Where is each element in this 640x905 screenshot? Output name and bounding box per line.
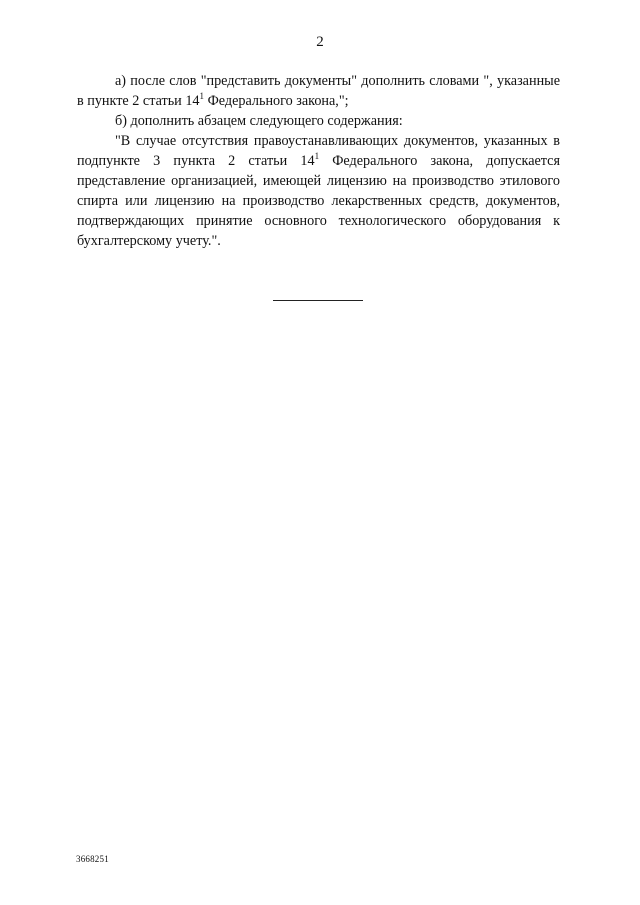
paragraph-a — [77, 71, 560, 111]
paragraph-a-text: а) после слов "представить документы" дополнить словами ", указанные в пункте 2 статьи 14 — [77, 73, 560, 109]
paragraph-a-superscript: 1 — [199, 91, 205, 101]
document-code: 3668251 — [76, 854, 109, 864]
page-number: 2 — [316, 34, 324, 50]
quoted-paragraph-text-end: Федерального закона, допускается представление организацией, имеющей лицензию на производство этилового спирта или лицензию на производство лекарственных средств, документов, подтверждающих принятие основного технологического оборудования к бухгалтерскому учету.". — [77, 153, 561, 249]
quoted-paragraph-superscript: 1 — [314, 151, 320, 161]
paragraph-b: б) дополнить абзацем следующего содержания: — [115, 113, 403, 129]
paragraph-a-text-end: Федерального закона,"; — [204, 93, 349, 109]
end-separator-line — [273, 300, 363, 301]
quoted-paragraph — [77, 131, 560, 251]
quoted-paragraph-text: "В случае отсутствия правоустанавливающих документов, указанных в подпункте 3 пункта 2 статьи 14 — [77, 133, 560, 169]
document-body — [77, 71, 560, 251]
